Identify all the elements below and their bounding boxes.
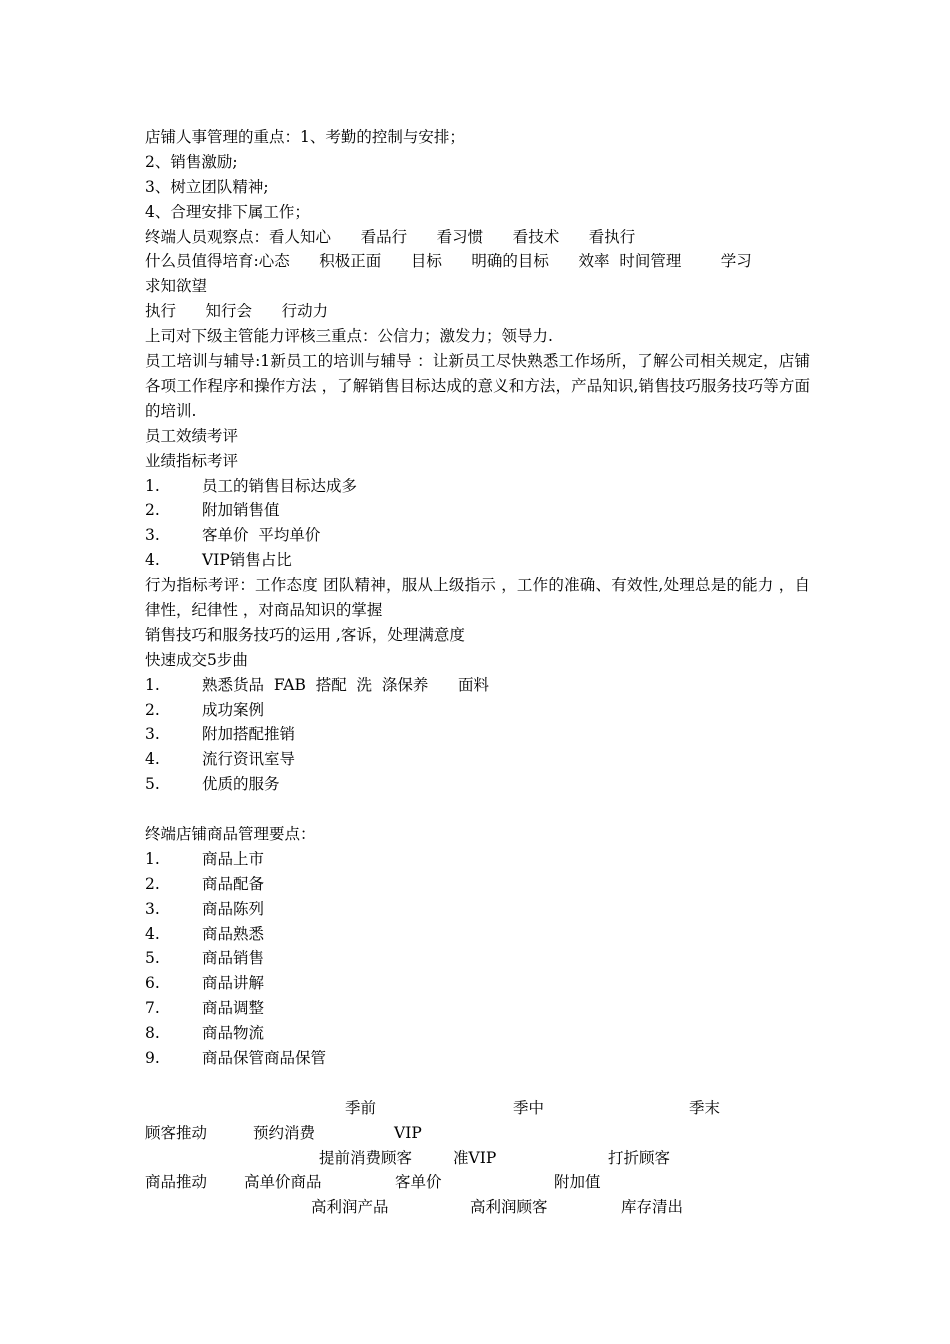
behavior-paragraph: 行为指标考评：工作态度 团队精神，服从上级指示 ，工作的准确、有效性,处理总是的能力 ，自律性，纪律性 ，对商品知识的掌握 [145,576,810,619]
blank-line [145,1071,815,1096]
list-text: 商品销售 [202,949,265,968]
list-number: 7. [145,999,160,1018]
list-number: 4. [145,551,160,570]
steps-list [145,673,815,797]
list-text: 商品陈列 [202,899,265,918]
table-cell: 提前消费顾客 [319,1148,413,1167]
list-item [145,722,815,747]
list-number: 8. [145,1024,160,1043]
list-text: 商品熟悉 [202,924,265,943]
list-item [145,523,815,548]
text-line: 2、销售激励; [145,152,238,171]
list-text: 附加销售值 [202,501,280,520]
section-heading: 快速成交5步曲 [145,650,248,669]
list-item [145,474,815,499]
list-item [145,897,815,922]
table-cell: 库存清出 [621,1198,684,1217]
table-cell: 高单价商品 [244,1173,322,1192]
list-number: 3. [145,526,160,545]
training-paragraph: 员工培训与辅导:1新员工的培训与辅导 ：让新员工尽快熟悉工作场所，了解公司相关规定，店铺各项工作程序和操作方法 ，了解销售目标达成的意义和方法，产品知识,销售技巧服务技巧等方面的培训. [145,352,810,420]
list-text: 商品物流 [202,1024,265,1043]
text-line: 3、树立团队精神; [145,177,269,196]
section-heading: 终端店铺商品管理要点： [145,825,316,844]
table-cell: 准VIP [453,1148,497,1167]
text-line: 上司对下级主管能力评核三重点：公信力；激发力；领导力. [145,327,553,346]
section-heading: 员工效绩考评 [145,426,239,445]
season-table [145,1096,815,1220]
table-cell: 预约消费 [253,1123,316,1142]
list-item [145,698,815,723]
list-item [145,971,815,996]
list-text: 附加搭配推销 [202,725,296,744]
list-text: 熟悉货品 FAB 搭配 洗 涤保养 面料 [202,675,489,694]
text-line: 4、合理安排下属工作； [145,202,310,221]
list-item [145,922,815,947]
table-cell: 打折顾客 [608,1148,671,1167]
list-text: 员工的销售目标达成多 [202,476,358,495]
goods-list [145,847,815,1071]
list-item [145,1021,815,1046]
list-text: 流行资讯室导 [202,750,296,769]
table-cell: 高利润产品 [311,1198,389,1217]
list-number: 3. [145,899,160,918]
table-cell: 附加值 [554,1173,601,1192]
list-number: 1. [145,849,160,868]
list-text: 优质的服务 [202,775,280,794]
list-number: 2. [145,501,160,520]
text-line: 什么员值得培育:心态 积极正面 目标 明确的目标 效率 时间管理 学习 [145,252,752,271]
season-row [145,1146,815,1171]
list-text: 成功案例 [202,700,265,719]
table-cell: 高利润顾客 [470,1198,548,1217]
list-text: 商品保管商品保管 [202,1049,327,1068]
text-line: 执行 知行会 行动力 [145,302,329,321]
list-item [145,996,815,1021]
list-number: 5. [145,949,160,968]
list-number: 9. [145,1049,160,1068]
list-text: 商品上市 [202,849,265,868]
list-item [145,872,815,897]
table-cell: VIP [394,1123,422,1142]
list-text: 商品调整 [202,999,265,1018]
list-number: 4. [145,750,160,769]
text-line: 销售技巧和服务技巧的运用 ,客诉，处理满意度 [145,625,465,644]
season-row [145,1195,815,1220]
list-item [145,747,815,772]
list-item [145,1046,815,1071]
blank-line [145,797,815,822]
list-text: 客单价 平均单价 [202,526,321,545]
list-text: 商品配备 [202,874,265,893]
section-heading: 业绩指标考评 [145,451,239,470]
list-text: VIP销售占比 [202,551,292,570]
list-item [145,847,815,872]
header-end-season: 季末 [689,1098,721,1117]
list-text: 商品讲解 [202,974,265,993]
document-body [145,125,815,1220]
list-item [145,498,815,523]
list-item [145,946,815,971]
text-line: 终端人员观察点：看人知心 看品行 看习惯 看技术 看执行 [145,227,636,246]
text-line: 求知欲望 [145,277,208,296]
header-pre-season: 季前 [345,1098,377,1117]
list-number: 6. [145,974,160,993]
header-mid-season: 季中 [513,1098,545,1117]
row-label: 商品推动 [145,1173,208,1192]
list-item [145,772,815,797]
table-cell: 客单价 [395,1173,442,1192]
season-row [145,1170,815,1195]
list-number: 2. [145,874,160,893]
season-header-row [145,1096,815,1121]
list-number: 2. [145,700,160,719]
kpi-list [145,474,815,574]
season-row [145,1121,815,1146]
text-line: 店铺人事管理的重点：1、考勤的控制与安排； [145,128,465,146]
list-number: 5. [145,775,160,794]
list-number: 1. [145,476,160,495]
list-item [145,673,815,698]
list-item [145,548,815,573]
row-label: 顾客推动 [145,1123,208,1142]
list-number: 3. [145,725,160,744]
list-number: 4. [145,924,160,943]
list-number: 1. [145,675,160,694]
